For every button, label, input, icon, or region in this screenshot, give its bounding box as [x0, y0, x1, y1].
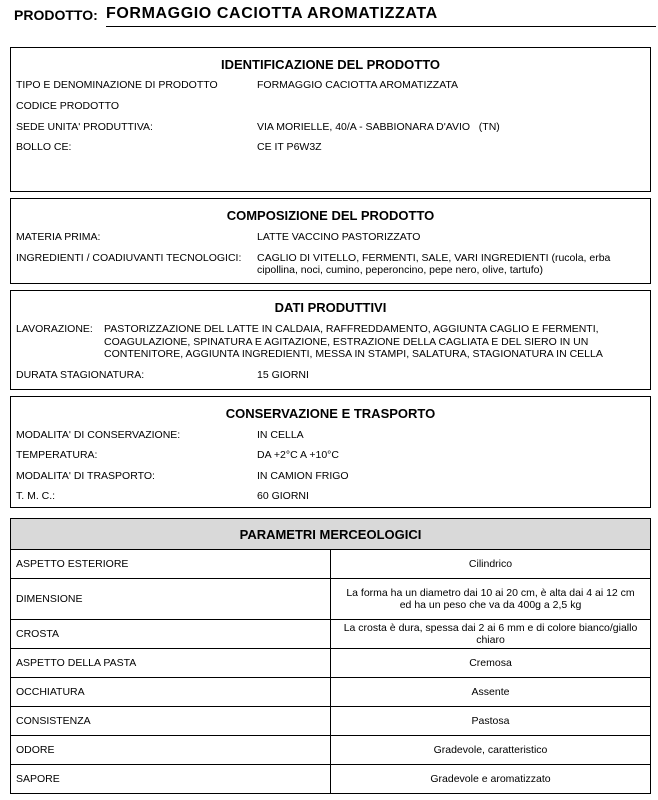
param-value: Gradevole, caratteristico [331, 736, 651, 765]
table-row [11, 736, 651, 765]
section-title: CONSERVAZIONE E TRASPORTO [225, 406, 436, 421]
parametri-table [10, 518, 651, 794]
table-row [11, 707, 651, 736]
table-row [11, 649, 651, 678]
param-value: Gradevole e aromatizzato [331, 765, 651, 794]
field-label: INGREDIENTI / COADIUVANTI TECNOLOGICI: [16, 252, 242, 264]
field-value: IN CELLA [257, 429, 304, 441]
param-label: ODORE [11, 736, 331, 765]
product-label: PRODOTTO: [14, 7, 98, 23]
param-value: Pastosa [331, 707, 651, 736]
section-dati-produttivi [10, 290, 651, 390]
field-label: MODALITA' DI TRASPORTO: [16, 470, 155, 482]
param-value: La crosta è dura, spessa dai 2 ai 6 mm e di colore bianco/giallo chiaro [331, 620, 651, 649]
section-title: PARAMETRI MERCEOLOGICI [11, 519, 651, 550]
product-underline [106, 26, 656, 27]
table-row [11, 765, 651, 794]
param-value [331, 579, 651, 620]
field-value: LATTE VACCINO PASTORIZZATO [257, 231, 421, 243]
durata-value: 15 GIORNI [257, 369, 309, 381]
product-header [14, 4, 654, 28]
section-conservazione [10, 396, 651, 508]
field-value: FORMAGGIO CACIOTTA AROMATIZZATA [257, 79, 459, 91]
param-label: CROSTA [11, 620, 331, 649]
param-label: SAPORE [11, 765, 331, 794]
lavorazione-line: CONTENITORE, AGGIUNTA INGREDIENTI, MESSA IN STAMPI, SALATURA, STAGIONATURA IN CELLA [104, 348, 603, 360]
field-label: CODICE PRODOTTO [16, 100, 120, 112]
table-header-row [11, 519, 651, 550]
section-composizione [10, 198, 651, 284]
section-identificazione [10, 47, 651, 192]
table-row [11, 550, 651, 579]
field-label: TEMPERATURA: [16, 449, 98, 461]
param-label: ASPETTO ESTERIORE [11, 550, 331, 579]
param-label: DIMENSIONE [11, 579, 331, 620]
field-value: CE IT P6W3Z [257, 141, 322, 153]
field-value-line1: CAGLIO DI VITELLO, FERMENTI, SALE, VARI INGREDIENTI (rucola, erba [257, 252, 611, 264]
param-label: CONSISTENZA [11, 707, 331, 736]
field-value: IN CAMION FRIGO [257, 470, 349, 482]
field-value: DA +2°C A +10°C [257, 449, 339, 461]
field-label: MODALITA' DI CONSERVAZIONE: [16, 429, 181, 441]
durata-label: DURATA STAGIONATURA: [16, 369, 145, 381]
param-value-line2: ed ha un peso che va da 400g a 2,5 kg [399, 599, 582, 611]
field-value-line2: cipollina, noci, cumino, peperoncino, pepe nero, olive, tartufo) [257, 264, 544, 276]
lavorazione-label: LAVORAZIONE: [16, 323, 93, 335]
product-name: FORMAGGIO CACIOTTA AROMATIZZATA [106, 5, 438, 22]
field-label: T. M. C.: [16, 490, 56, 502]
param-value: Cremosa [331, 649, 651, 678]
param-value: Assente [331, 678, 651, 707]
field-label: TIPO E DENOMINAZIONE DI PRODOTTO [16, 79, 218, 91]
section-title: IDENTIFICAZIONE DEL PRODOTTO [220, 57, 441, 72]
section-title: COMPOSIZIONE DEL PRODOTTO [226, 208, 435, 223]
field-value: 60 GIORNI [257, 490, 309, 502]
field-label: MATERIA PRIMA: [16, 231, 101, 243]
param-label: ASPETTO DELLA PASTA [11, 649, 331, 678]
field-value: VIA MORIELLE, 40/A - SABBIONARA D'AVIO (TN) [257, 121, 500, 133]
field-label: BOLLO CE: [16, 141, 72, 153]
param-label: OCCHIATURA [11, 678, 331, 707]
table-row [11, 678, 651, 707]
lavorazione-line: PASTORIZZAZIONE DEL LATTE IN CALDAIA, RAFFREDDAMENTO, AGGIUNTA CAGLIO E FERMENTI, [104, 323, 599, 335]
param-value-line1: La forma ha un diametro dai 10 ai 20 cm, è alta dai 4 ai 12 cm [346, 586, 635, 599]
table-row [11, 579, 651, 620]
section-title: DATI PRODUTTIVI [274, 300, 387, 315]
param-value: Cilindrico [331, 550, 651, 579]
lavorazione-line: COAGULAZIONE, SPINATURA E AGITAZIONE, ESTRAZIONE DELLA CAGLIATA E DEL SIERO IN UN [104, 335, 589, 348]
field-label: SEDE UNITA' PRODUTTIVA: [16, 121, 153, 133]
table-row [11, 620, 651, 649]
